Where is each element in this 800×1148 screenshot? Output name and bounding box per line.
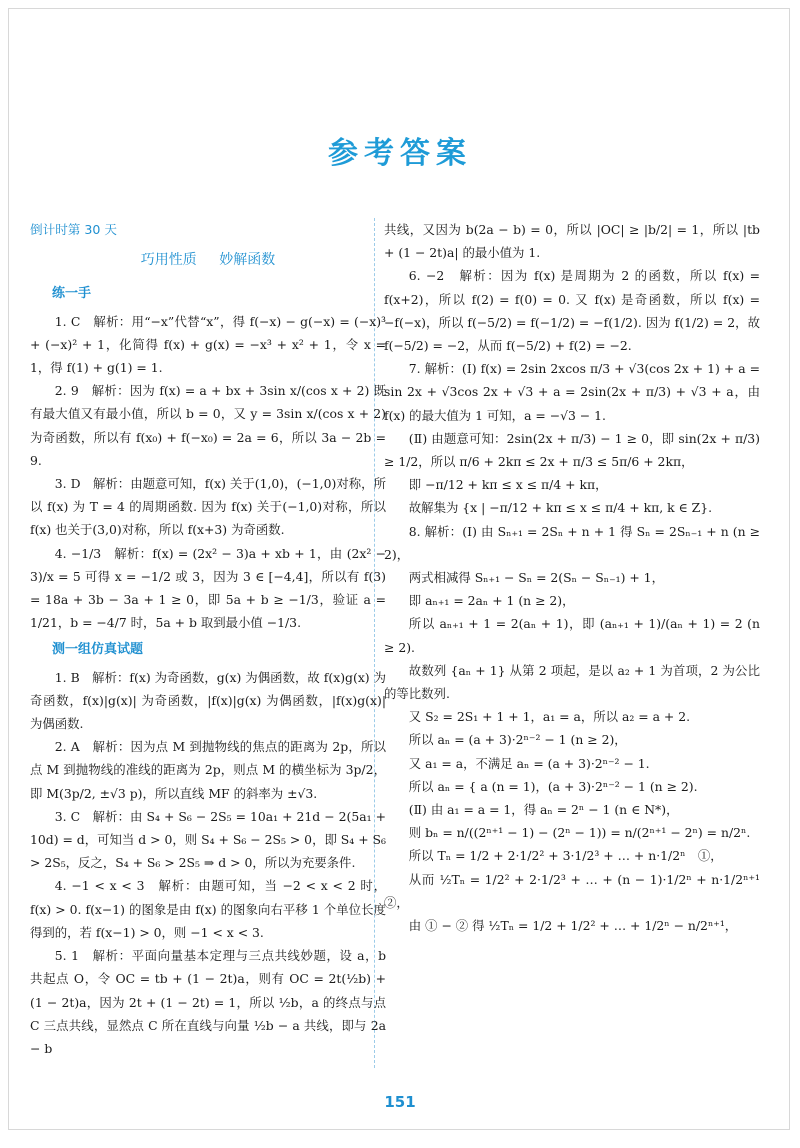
test-answer-8-line8: 又 a₁ = a，不满足 aₙ = (a + 3)·2ⁿ⁻² − 1. [408, 755, 650, 771]
test-answer-8-line7: 所以 aₙ = (a + 3)·2ⁿ⁻² − 1 (n ≥ 2)， [408, 732, 627, 748]
page-title: 参考答案 [328, 136, 472, 171]
test-answer-6: 6. −2 解析：因为 f(x) 是周期为 2 的函数，所以 f(x) = f(x+2)，所以 f(2) = f(0) = 0. 又 f(x) 是奇函数，所以 f(x) = −f(−x)，所以 f(−5/2) = f(−1/2) = −f(1/2). 因为 f(1/2) = 2，故 f(−5/2) = −2，从而 f(−5/2) + f(2) = −2. [384, 268, 760, 354]
test-answer-8-line12: 所以 Tₙ = 1/2 + 2·1/2² + 3·1/2³ + … + n·1/2ⁿ ①， [408, 848, 723, 864]
test-answer-8-line14: 由 ① − ② 得 ½Tₙ = 1/2 + 1/2² + … + 1/2ⁿ − n/2ⁿ⁺¹， [408, 918, 738, 934]
test-answer-8-line2: 两式相减得 Sₙ₊₁ − Sₙ = 2(Sₙ − Sₙ₋₁) + 1， [408, 570, 664, 586]
test-answer-7-part2: (Ⅱ) 由题意可知：2sin(2x + π/3) − 1 ≥ 0，即 sin(2x + π/3) ≥ 1/2，所以 π/6 + 2kπ ≤ 2x + π/3 ≤ 5π/6 + 2kπ， [384, 430, 760, 470]
section-practice: 练一手 [52, 286, 92, 302]
section-test: 测一组仿真试题 [52, 642, 144, 658]
test-answer-7-part3: 即 −π/12 + kπ ≤ x ≤ π/4 + kπ， [408, 477, 608, 493]
answer-1: 1. C 解析：用“−x”代替“x”，得 f(−x) − g(−x) = (−x)³ + (−x)² + 1，化简得 f(x) + g(x) = −x³ + x² + 1，令 x = 1，得 f(1) + g(1) = 1. [30, 313, 386, 376]
test-answer-8-line5: 故数列 {aₙ + 1} 从第 2 项起，是以 a₂ + 1 为首项，2 为公比的等比数列. [384, 662, 760, 702]
test-answer-2: 2. A 解析：因为点 M 到抛物线的焦点的距离为 2p，所以点 M 到抛物线的准线的距离为 2p，则点 M 的横坐标为 3p/2，即 M(3p/2, ±√3 p)，所以直线 MF 的斜率为 ±√3. [30, 739, 386, 801]
day-heading: 倒计时第 30 天 [30, 222, 118, 237]
right-column [384, 218, 773, 937]
test-answer-7-part4: 故解集为 {x | −π/12 + kπ ≤ x ≤ π/4 + kπ, k ∈ Z}. [408, 500, 713, 516]
test-answer-3: 3. C 解析：由 S₄ + S₆ − 2S₅ = 10a₁ + 21d − 2(5a₁ + 10d) = d，可知当 d > 0，则 S₄ + S₆ − 2S₅ > 0，即 S₄ + S₆ > 2S₅，反之，S₄ + S₆ > 2S₅ ⇒ d > 0，所以为充要条件. [30, 808, 386, 871]
topic-heading: 巧用性质 妙解函数 [140, 252, 276, 269]
test-answer-8-line4: 所以 aₙ₊₁ + 1 = 2(aₙ + 1)，即 (aₙ₊₁ + 1)/(aₙ + 1) = 2 (n ≥ 2). [384, 616, 760, 655]
answer-2: 2. 9 解析：因为 f(x) = a + bx + 3sin x/(cos x + 2) 既有最大值又有最小值，所以 b = 0，又 y = 3sin x/(cos x + 2) 为奇函数，所以有 f(x₀) + f(−x₀) = 2a = 6，所以 3a − 2b = 9. [30, 383, 386, 468]
test-answer-8-line3: 即 aₙ₊₁ = 2aₙ + 1 (n ≥ 2)， [408, 593, 575, 609]
test-answer-7-part1: 7. 解析：(Ⅰ) f(x) = 2sin 2xcos π/3 + √3(cos 2x + 1) + a = sin 2x + √3cos 2x + √3 + a = 2sin(2x + π/3) + √3 + a，由 f(x) 的最大值为 1 可知，a = −√3 − 1. [384, 361, 760, 423]
test-answer-8-line1: 8. 解析：(Ⅰ) 由 Sₙ₊₁ = 2Sₙ + n + 1 得 Sₙ = 2Sₙ₋₁ + n (n ≥ 2)， [384, 523, 760, 562]
test-answer-5-continued: 共线，又因为 b(2a − b) = 0，所以 |OC| ≥ |b/2| = 1，所以 |tb + (1 − 2t)a| 的最小值为 1. [384, 222, 760, 261]
page-number: 151 [384, 1093, 416, 1111]
test-answer-4: 4. −1 < x < 3 解析：由题可知，当 −2 < x < 2 时，f(x) > 0. f(x−1) 的图象是由 f(x) 的图象向右平移 1 个单位长度得到的，若 f(x−1) > 0，则 −1 < x < 3. [30, 878, 386, 940]
test-answer-8-line9: 所以 aₙ = { a (n = 1)，(a + 3)·2ⁿ⁻² − 1 (n ≥ 2). [408, 778, 698, 794]
test-answer-8-line13: 从而 ½Tₙ = 1/2² + 2·1/2³ + … + (n − 1)·1/2ⁿ + n·1/2ⁿ⁺¹ ②， [384, 871, 773, 910]
test-answer-5: 5. 1 解析：平面向量基本定理与三点共线妙题，设 a，b 共起点 O，令 OC = tb + (1 − 2t)a，则有 OC = 2t(½b) + (1 − 2t)a，因为 2t + (1 − 2t) = 1，所以 ½b，a 的终点与点 C 三点共线，显然点 C 所在直线与向量 ½b − a 共线，即与 2a − b [30, 948, 386, 1056]
left-column [30, 218, 386, 1060]
answer-3: 3. D 解析：由题意可知，f(x) 关于(1,0)，(−1,0)对称，所以 f(x) 为 T = 4 的周期函数. 因为 f(x) 关于(−1,0)对称，所以 f(x) 也关于(3,0)对称，所以 f(x+3) 为奇函数. [30, 476, 386, 538]
test-answer-8-line6: 又 S₂ = 2S₁ + 1 + 1，a₁ = a，所以 a₂ = a + 2. [408, 709, 691, 725]
test-answer-1: 1. B 解析：f(x) 为奇函数，g(x) 为偶函数，故 f(x)g(x) 为奇函数，f(x)|g(x)| 为奇函数，|f(x)|g(x) 为偶函数，|f(x)g(x)| 为偶函数. [30, 669, 386, 732]
test-answer-8-line11: 则 bₙ = n/((2ⁿ⁺¹ − 1) − (2ⁿ − 1)) = n/(2ⁿ⁺¹ − 2ⁿ) = n/2ⁿ. [408, 825, 751, 841]
test-answer-8-line10: (Ⅱ) 由 a₁ = a = 1，得 aₙ = 2ⁿ − 1 (n ∈ N*)， [408, 802, 679, 818]
answer-4: 4. −1/3 解析：f(x) = (2x² − 3)a + xb + 1，由 (2x² − 3)/x = 5 可得 x = −1/2 或 3，因为 3 ∈ [−4,4]，所以有 f(3) = 18a + 3b − 3a + 1 ≥ 0，即 5a + b ≥ −1/3，验证 a = 1/21，b = −4/7 时，5a + b 取到最小值 −1/3. [30, 545, 386, 631]
